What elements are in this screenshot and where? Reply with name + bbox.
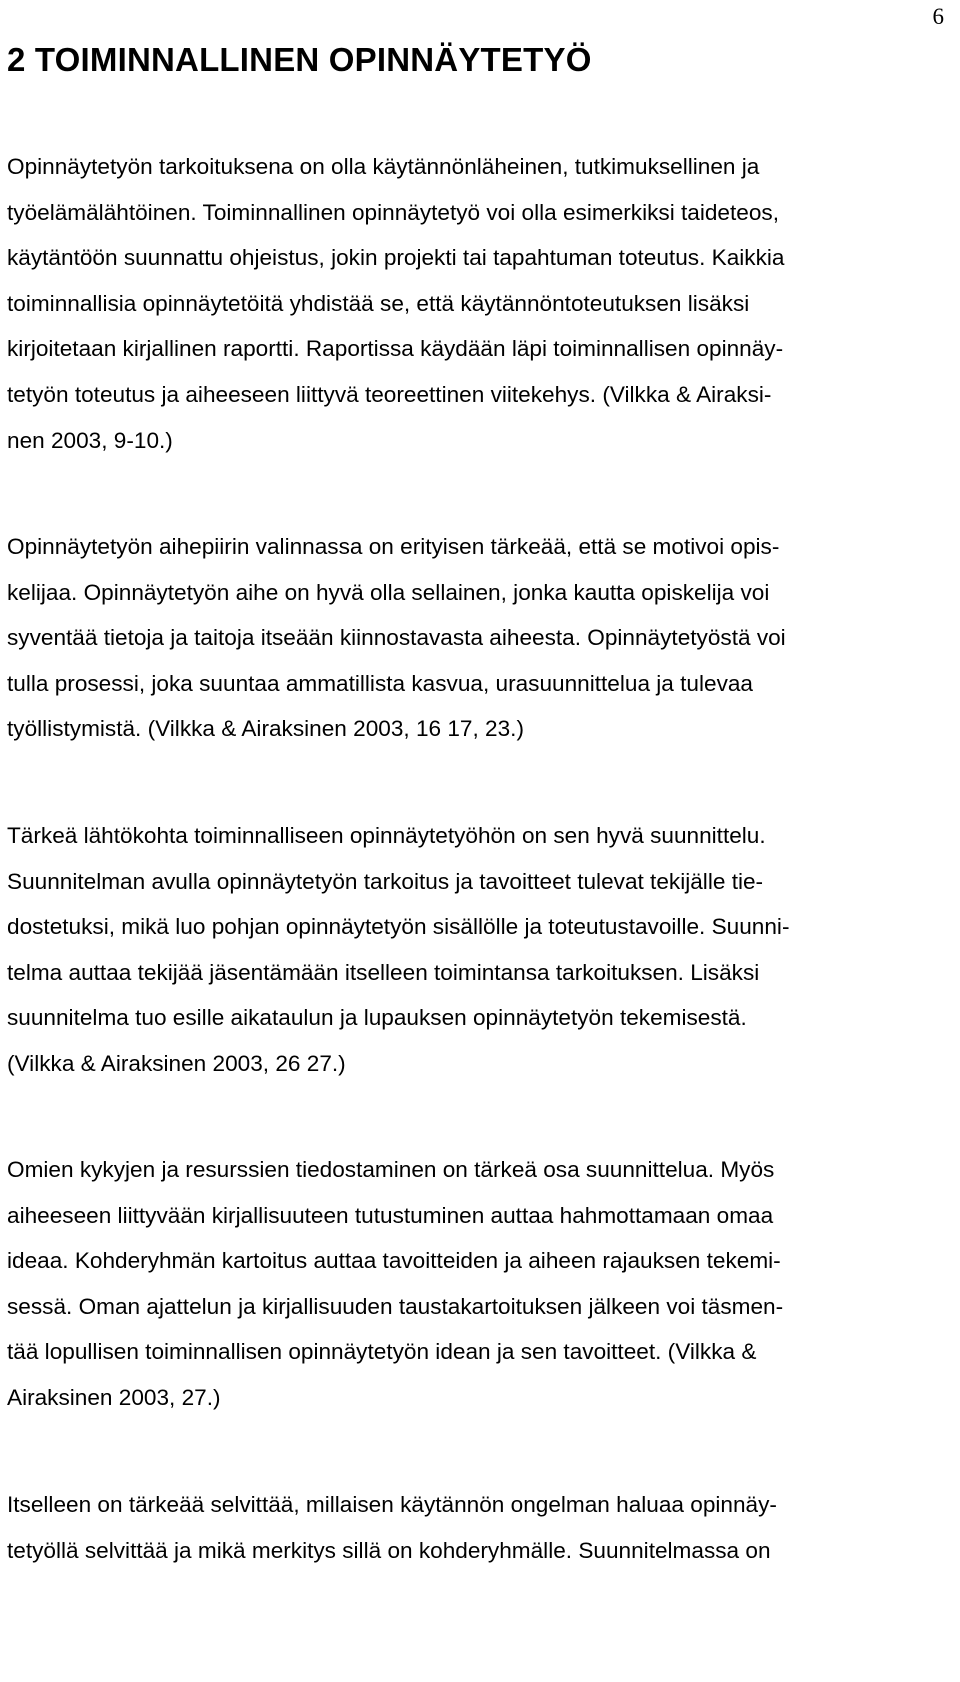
text-line: Opinnäytetyön aihepiirin valinnassa on erityisen tärkeää, että se motivoi opis-: [7, 534, 780, 559]
text-line: tetyön toteutus ja aiheeseen liittyvä teoreettinen viitekehys. (Vilkka & Airaksi-: [7, 381, 772, 407]
paragraph-planning: [7, 813, 957, 1087]
text-line: telma auttaa tekijää jäsentämään itselleen toimintansa tarkoituksen. Lisäksi: [7, 959, 760, 985]
text-line: kelijaa. Opinnäytetyön aihe on hyvä olla sellainen, jonka kautta opiskelija voi: [7, 579, 770, 605]
text-line: sessä. Oman ajattelun ja kirjallisuuden taustakartoituksen jälkeen voi täsmen-: [7, 1293, 784, 1319]
text-line: työllistymistä. (Vilkka & Airaksinen 2003, 16 17, 23.): [7, 716, 524, 742]
text-line: suunnitelma tuo esille aikataulun ja lupauksen opinnäytetyön tekemisestä.: [7, 1005, 747, 1031]
text-line: Airaksinen 2003, 27.): [7, 1384, 221, 1410]
text-line: Opinnäytetyön tarkoituksena on olla käytännönläheinen, tutkimuksellinen ja: [7, 154, 760, 179]
text-line: dostetuksi, mikä luo pohjan opinnäytetyön sisällölle ja toteutustavoille. Suunni-: [7, 914, 790, 940]
text-line: nen 2003, 9-10.): [7, 427, 173, 453]
text-line: Tärkeä lähtökohta toiminnalliseen opinnäytetyöhön on sen hyvä suunnittelu.: [7, 823, 766, 848]
text-line: käytäntöön suunnattu ohjeistus, jokin projekti tai tapahtuman toteutus. Kaikkia: [7, 245, 785, 271]
text-line: Itselleen on tärkeää selvittää, millaisen käytännön ongelman haluaa opinnäy-: [7, 1492, 777, 1517]
text-line: tetyöllä selvittää ja mikä merkitys sillä on kohderyhmälle. Suunnitelmassa on: [7, 1537, 771, 1563]
text-line: kirjoitetaan kirjallinen raportti. Raportissa käydään läpi toiminnallisen opinnäy-: [7, 336, 784, 362]
text-line: ideaa. Kohderyhmän kartoitus auttaa tavoitteiden ja aiheen rajauksen tekemi-: [7, 1248, 781, 1274]
page-number: 6: [932, 4, 944, 29]
text-line: työelämälähtöinen. Toiminnallinen opinnäytetyö voi olla esimerkiksi taideteos,: [7, 199, 779, 225]
text-line: Omien kykyjen ja resurssien tiedostaminen on tärkeä osa suunnittelua. Myös: [7, 1157, 775, 1182]
paragraph-topic-choice: [7, 524, 957, 752]
text-line: tää lopullisen toiminnallisen opinnäytetyön idean ja sen tavoitteet. (Vilkka &: [7, 1339, 757, 1365]
text-line: aiheeseen liittyvään kirjallisuuteen tutustuminen auttaa hahmottamaan omaa: [7, 1202, 774, 1228]
text-line: Suunnitelman avulla opinnäytetyön tarkoitus ja tavoitteet tulevat tekijälle tie-: [7, 868, 764, 894]
text-line: (Vilkka & Airaksinen 2003, 26 27.): [7, 1050, 346, 1076]
paragraph-resources: [7, 1147, 957, 1421]
paragraph-problem-definition: [7, 1482, 957, 1573]
chapter-heading: 2 TOIMINNALLINEN OPINNÄYTETYÖ: [7, 41, 592, 78]
text-line: tulla prosessi, joka suuntaa ammatillista kasvua, urasuunnittelua ja tulevaa: [7, 670, 754, 696]
text-line: syventää tietoja ja taitoja itseään kiinnostavasta aiheesta. Opinnäytetyöstä voi: [7, 625, 786, 651]
text-line: toiminnallisia opinnäytetöitä yhdistää se, että käytännöntoteutuksen lisäksi: [7, 290, 750, 316]
paragraph-purpose: [7, 144, 957, 463]
